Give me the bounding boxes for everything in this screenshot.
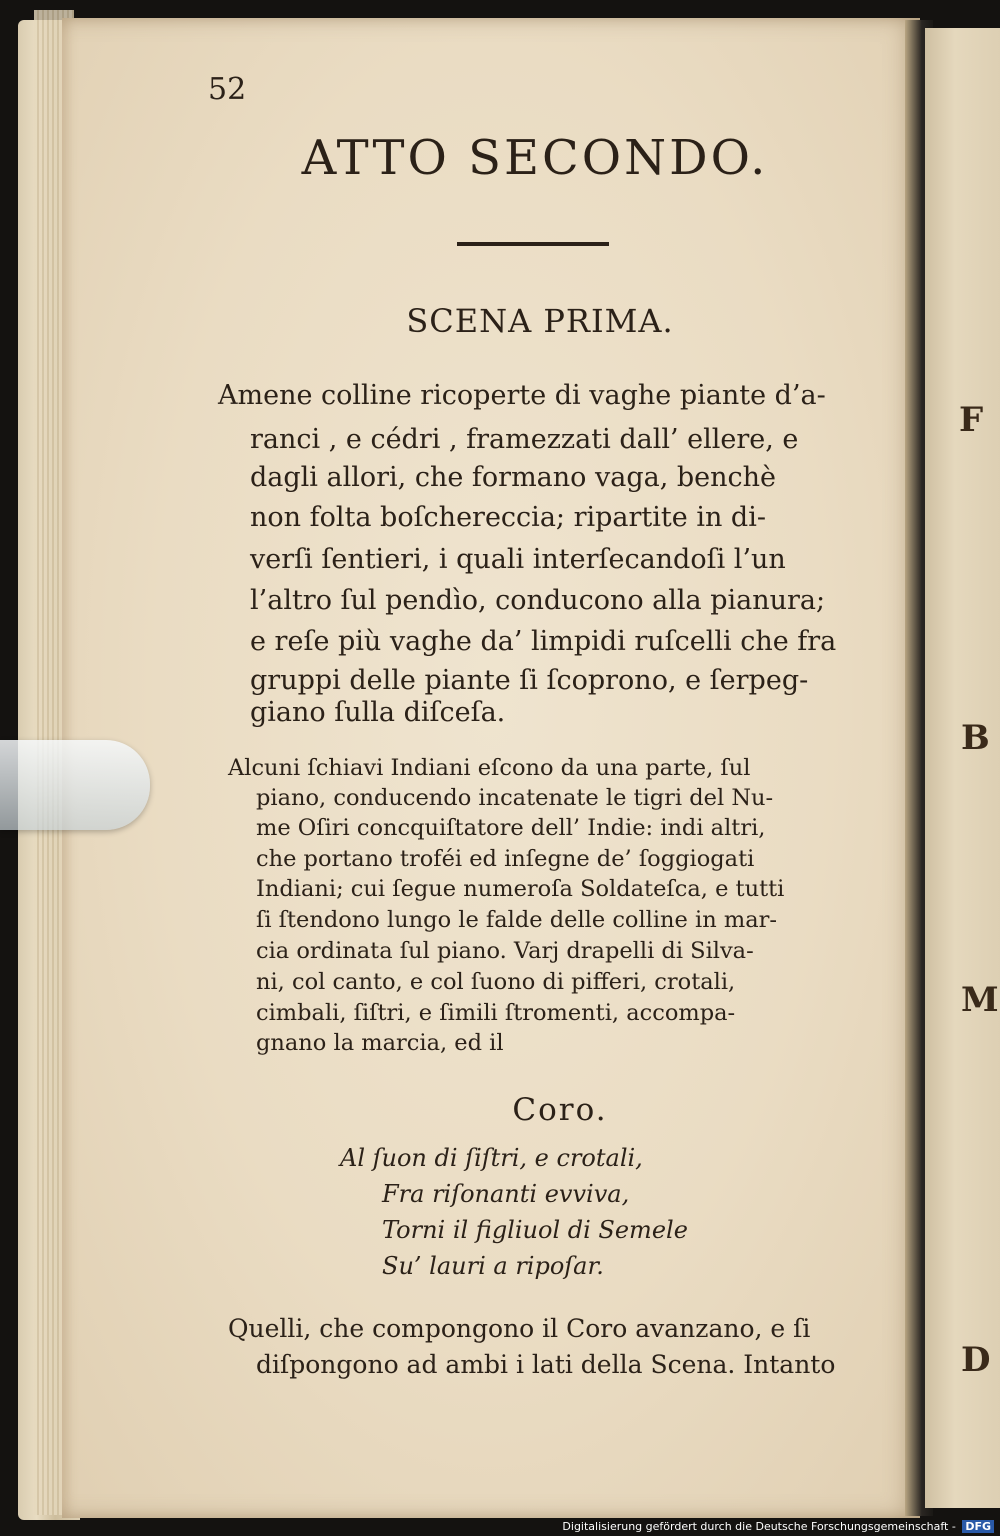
setting-line: giano ſulla diſceſa. [250,697,506,728]
digitization-credit [562,1520,994,1533]
setting-line: gruppi delle piante ſi ſcoprono, e ſerpeg- [250,665,809,696]
action-line: piano, conducendo incatenate le tigri del Nu- [256,785,774,811]
setting-line: ranci , e cédri , framezzati dall’ ellere, e [250,424,799,455]
action-line: cimbali, ſiſtri, e ſimili ſtromenti, accompa- [256,1000,736,1026]
setting-line: verſi ſentieri, i quali interſecandoſi l’un [250,544,786,575]
action-line: Indiani; cui ſegue numeroſa Soldateſca, e tutti [256,876,785,902]
facing-page [925,28,1000,1508]
facing-page-mark: M [961,980,999,1020]
credit-text: Digitalisierung gefördert durch die Deutsche Forschungsgemeinschaft - [562,1520,956,1533]
verse-line: Fra riſonanti evviva, [382,1180,630,1208]
setting-line: l’altro ſul pendìo, conducono alla pianura; [250,585,826,616]
scene-title: SCENA PRIMA. [406,302,674,340]
action-line: Alcuni ſchiavi Indiani eſcono da una parte, ſul [228,755,751,781]
facing-page-mark: B [961,718,990,758]
setting-line: dagli allori, che formano vaga, benchè [250,462,777,493]
glass-page-clip [0,740,150,830]
closing-line: Quelli, che compongono il Coro avanzano, e ſi [228,1314,811,1343]
action-line: cia ordinata ſul piano. Varj drapelli di Silva- [256,938,754,964]
action-line: che portano troféi ed inſegne de’ ſoggiogati [256,846,755,872]
action-line: ni, col canto, e col ſuono di pifferi, crotali, [256,969,736,995]
title-rule [457,242,609,246]
page-number: 52 [208,72,247,107]
facing-page-mark: D [961,1340,991,1380]
verse-line: Al ſuon di ſiſtri, e crotali, [340,1144,643,1172]
dfg-logo: DFG [962,1520,994,1533]
verse-line: Torni il figliuol di Semele [382,1216,688,1244]
chorus-heading: Coro. [512,1092,608,1128]
act-title: ATTO SECONDO. [301,130,769,186]
setting-line: Amene colline ricoperte di vaghe piante d’a- [218,380,826,411]
closing-line: diſpongono ad ambi i lati della Scena. Intanto [256,1350,836,1379]
setting-line: e reſe più vaghe da’ limpidi ruſcelli che fra [250,626,837,657]
facing-page-mark: F [959,400,984,440]
action-line: gnano la marcia, ed il [256,1030,504,1056]
action-line: ſi ſtendono lungo le falde delle colline in mar- [256,907,777,933]
action-line: me Oſiri concquiſtatore dell’ Indie: indi altri, [256,815,766,841]
setting-line: non folta boſchereccia; ripartite in di- [250,502,766,533]
verse-line: Su’ lauri a ripoſar. [382,1252,604,1280]
